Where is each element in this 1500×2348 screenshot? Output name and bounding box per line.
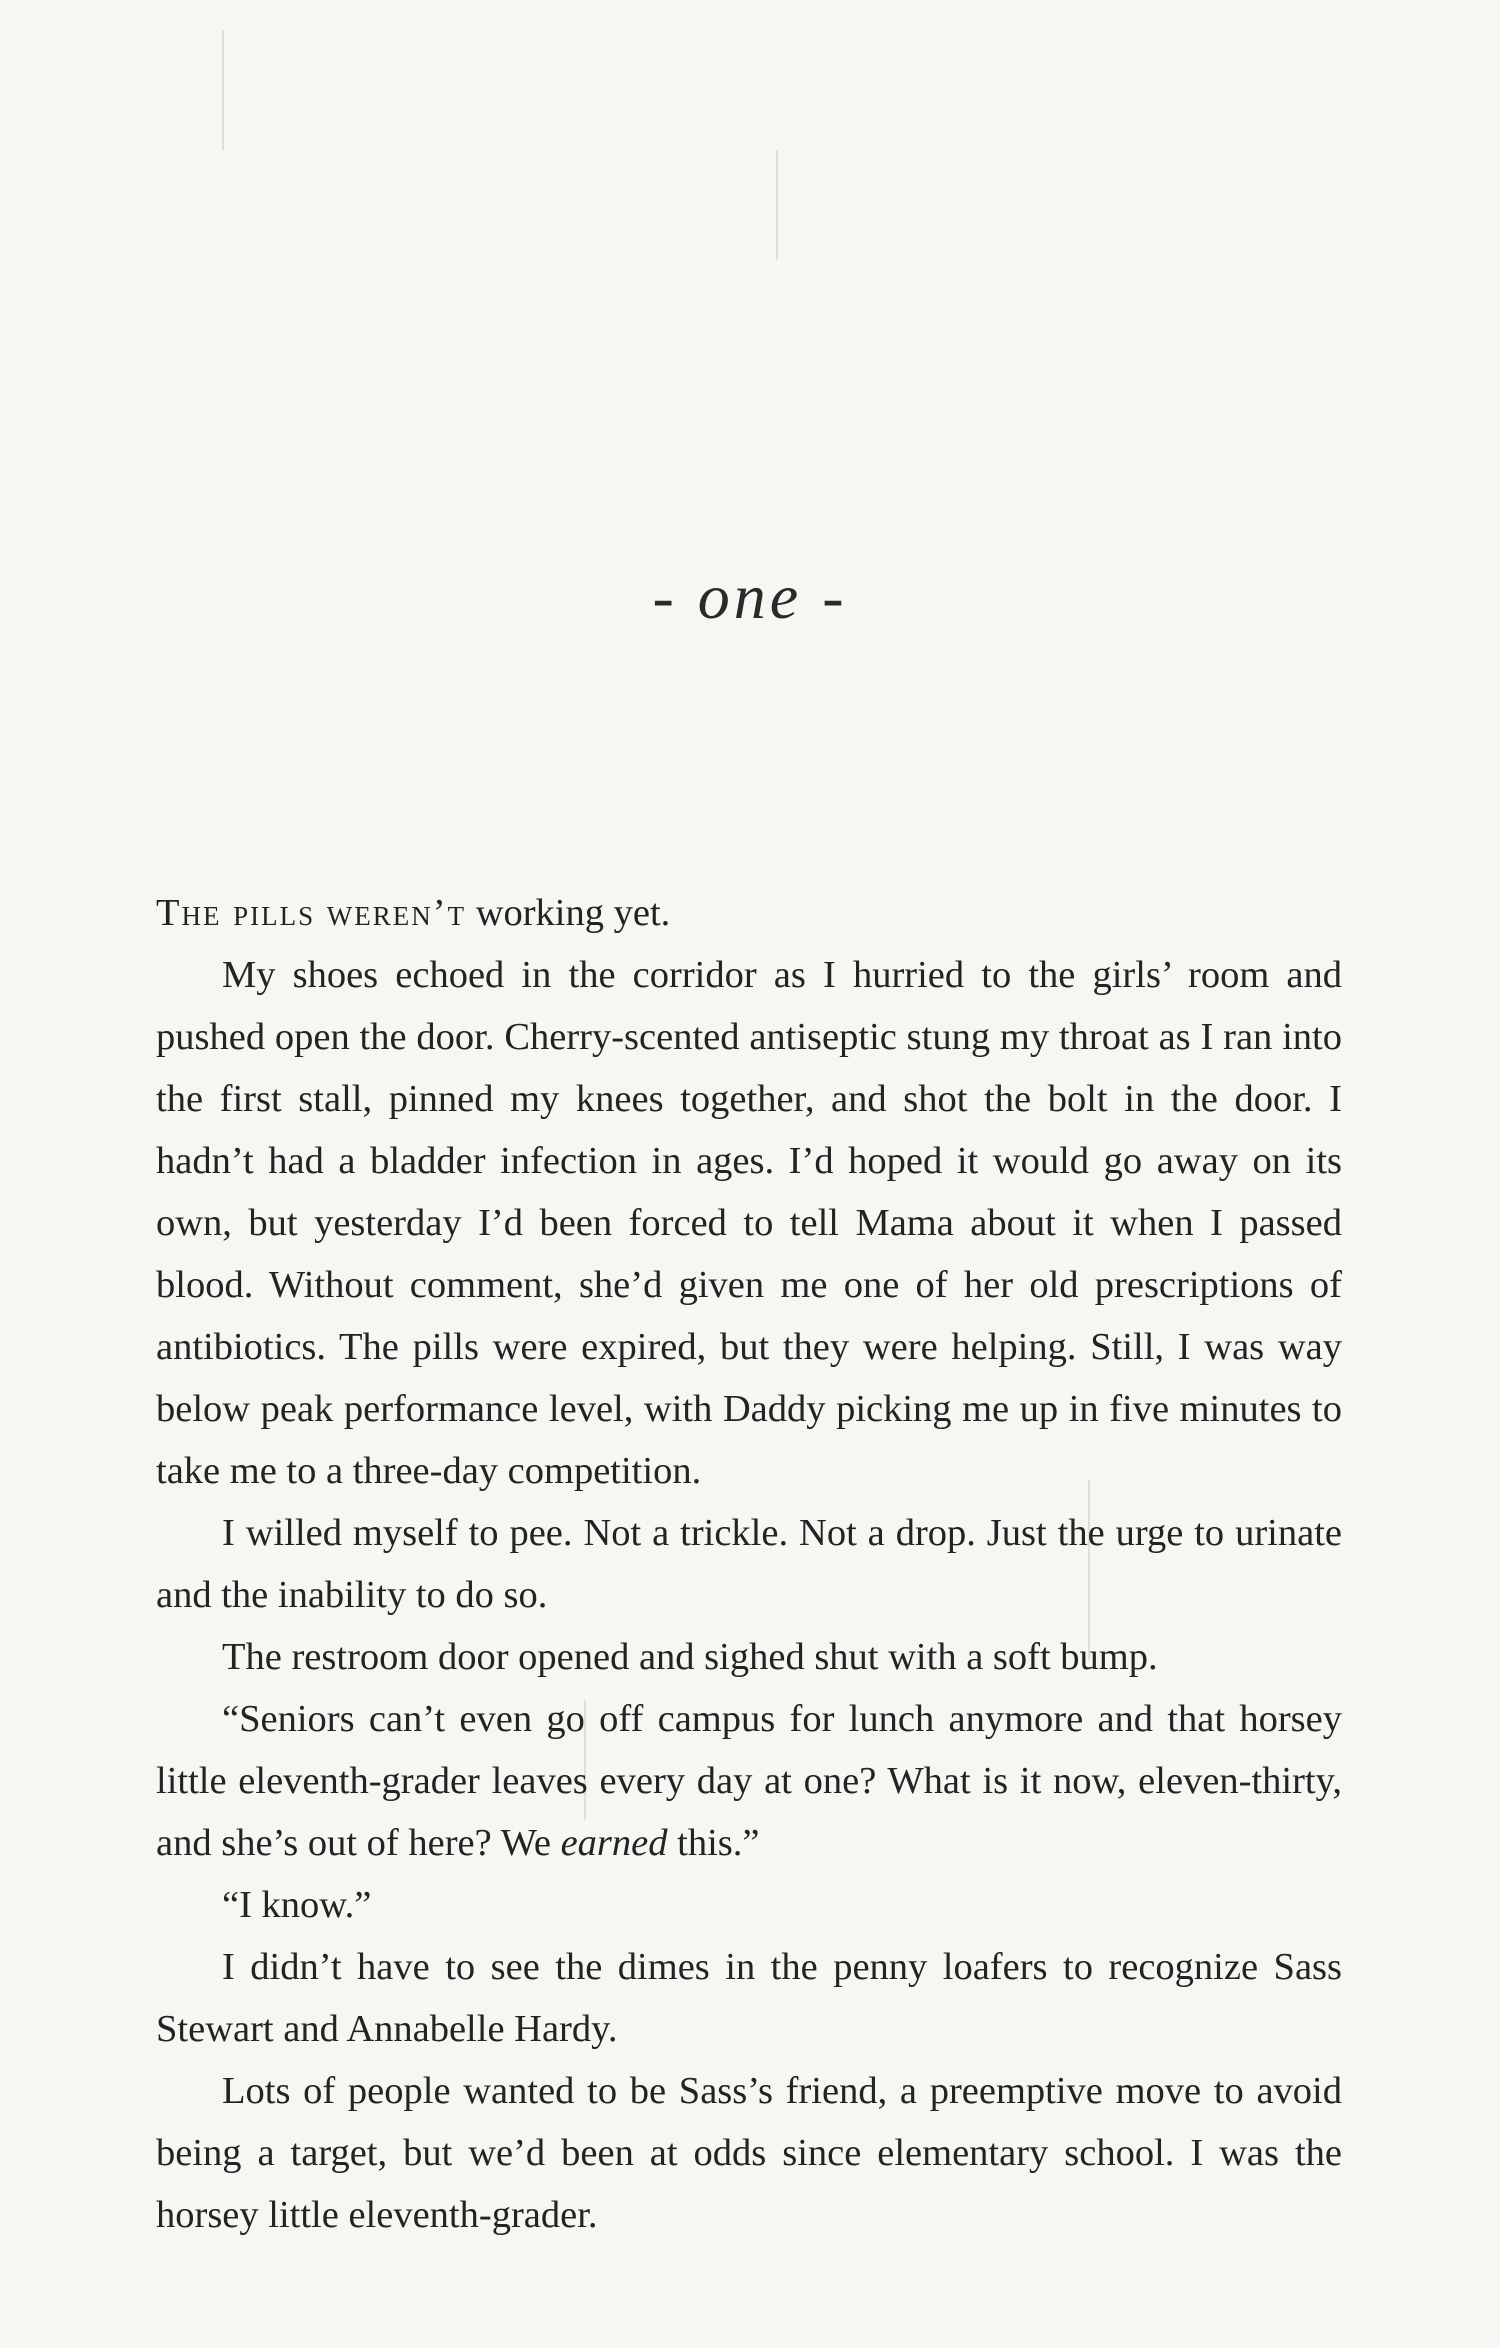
paragraph-6: “I know.” [222, 1884, 372, 1926]
paragraph-3: I willed myself to pee. Not a trickle. Not a drop. Just the urge to urinate and the inability to do so. [156, 1512, 1342, 1616]
paragraph-5 [156, 1688, 1342, 1874]
paragraph-5-after: this.” [667, 1822, 760, 1864]
paragraph-2: My shoes echoed in the corridor as I hurried to the girls’ room and pushed open the door. Cherry-scented antiseptic stung my throat as I ran into the first stall, pinned my knees together, and shot the bolt in the door. I hadn’t had a bladder infection in ages. I’d hoped it would go away on its own, but yesterday I’d been forced to tell Mama about it when I passed blood. Without comment, she’d given me one of her old prescriptions of antibiotics. The pills were expired, but they were helping. Still, I was way below peak performance level, with Daddy picking me up in five minutes to take me to a three-day competition. [156, 954, 1342, 1492]
paragraph-7: I didn’t have to see the dimes in the penny loafers to recognize Sass Stewart and Annabelle Hardy. [156, 1946, 1342, 2050]
paragraph-8: Lots of people wanted to be Sass’s friend, a preemptive move to avoid being a target, but we’d been at odds since elementary school. I was the horsey little eleventh-grader. [156, 2070, 1342, 2236]
paragraph-5-before: “Seniors can’t even go off campus for lunch anymore and that horsey little eleventh-grader leaves every day at one? What is it now, eleven-thirty, and she’s out of here? We [156, 1698, 1342, 1864]
paragraph-1-text: working yet. [466, 892, 671, 934]
chapter-body-text [156, 882, 1342, 2246]
page-scuff-mark [776, 150, 778, 260]
opening-small-caps: The pills weren’t [156, 892, 467, 934]
chapter-heading: - one - [652, 561, 848, 632]
paragraph-4: The restroom door opened and sighed shut with a soft bump. [222, 1636, 1158, 1678]
paragraph-1 [156, 882, 1342, 944]
paragraph-5-emphasis: earned [560, 1822, 668, 1864]
page-scuff-mark [222, 30, 224, 150]
